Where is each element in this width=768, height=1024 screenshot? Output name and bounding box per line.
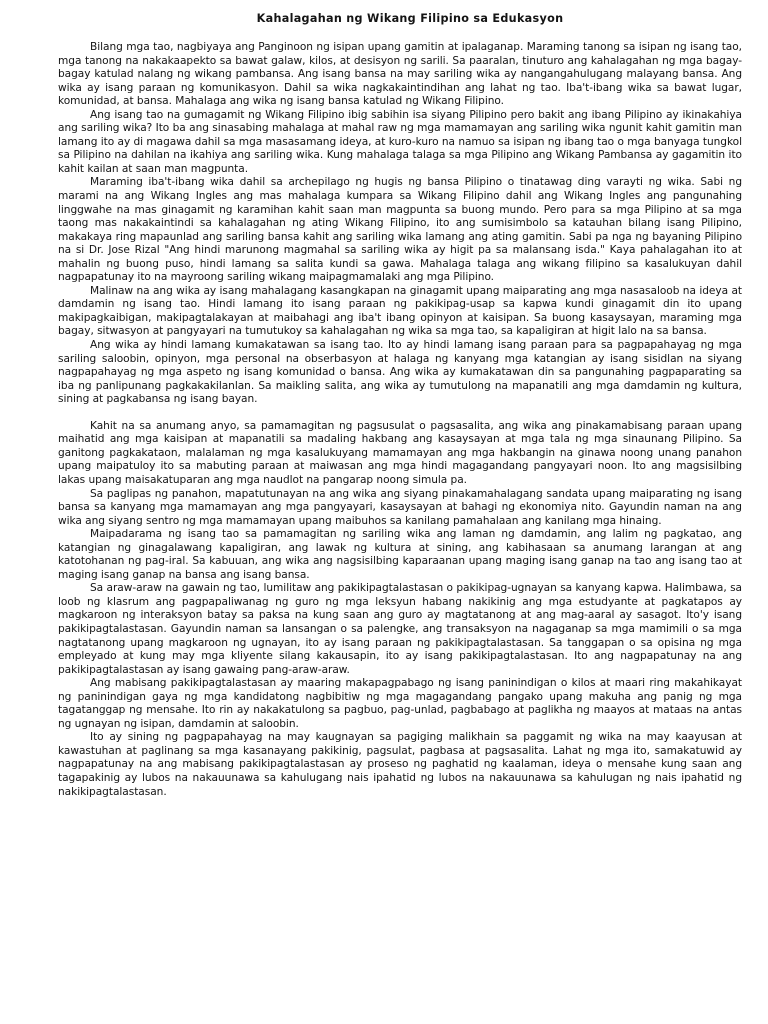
document-title: Kahalagahan ng Wikang Filipino sa Edukasyon <box>256 12 564 25</box>
paragraph-8: Maipadarama ng isang tao sa pamamagitan ng sariling wika ang laman ng damdamin, ang lalim ng pagkatao, ang katangian ng ginagalawang kapaligiran, ang lawak ng kultura at sining, ang kabihasaan sa anumang larangan at ang katotohanan ng pag-iral. Sa kabuuan, ang wika ang nagsisilbing kaparaanan upang maging isang ganap na tao ang isang tao at maging isang ganap na bansa ang isang bansa. <box>58 528 742 581</box>
paragraph-2: Ang isang tao na gumagamit ng Wikang Filipino ibig sabihin isa siyang Pilipino pero bakit ang ibang Pilipino ay ikinakahiya ang sariling wika? Ito ba ang sinasabing mahalaga at mahal raw ng mga mamamayan ang sariling wika ngunit kahit gamitin man lamang ito ay di magawa dahil sa mga masasamang ideya, at kuro-kuro na namuo sa isipan ng ibang tao o mga banyaga tungkol sa Pilipino na dahilan na ikahiya ang sariling wika. Kung mahalaga talaga sa mga Pilipino ang Wikang Pambansa ay gagamitin ito kahit kailan at saan man magpunta. <box>58 108 742 175</box>
paragraph-10: Ang mabisang pakikipagtalastasan ay maaring makapagpabago ng isang paninindigan o kilos at maari ring makahikayat ng paninindigan gaya ng mga kandidatong nagbibitiw ng mga magagandang pangako upang makuha ang panig ng mga tagatanggap ng mensahe. Ito rin ay nakakatulong sa pagbuo, pag-unlad, pagbabago at paglikha ng maayos at mataas na antas ng ugnayan ng isipan, damdamin at saloobin. <box>58 677 742 730</box>
paragraph-1: Bilang mga tao, nagbiyaya ang Panginoon ng isipan upang gamitin at ipalaganap. Maraming tanong sa isipan ng isang tao, mga tanong na nakakaapekto sa bawat galaw, kilos, at desisyon ng sarili. Sa paaralan, tinuturo ang kahalagahan ng mga bagay-bagay katulad nalang ng wikang pambansa. Ang isang bansa na may sariling wika ay nangangahulugang malayang bansa. Ang wika ay isang paraan ng komunikasyon. Dahil sa wika nagkakaintindihan ang lahat ng tao. Iba't-ibang wika sa bawat lugar, komunidad, at bansa. Mahalaga ang wika ng isang bansa katulad ng Wikang Filipino. <box>58 41 742 108</box>
paragraph-4: Malinaw na ang wika ay isang mahalagang kasangkapan na ginagamit upang maiparating ang mga nasasaloob na ideya at damdamin ng isang tao. Hindi lamang ito isang paraan ng pakikipag-usap sa kapwa kundi ginagamit din ito upang makipagkaibigan, makipagtalakayan at maibahagi ang iba't ibang opinyon at kaisipan. Sa buong kasaysayan, maraming mga bagay, sitwasyon at pangyayari na tumutukoy sa kahalagahan ng wika sa mga tao, sa kapaligiran at higit lalo na sa bansa. <box>58 284 742 338</box>
paragraph-7: Sa paglipas ng panahon, mapatutunayan na ang wika ang siyang pinakamahalagang sandata upang maiparating ng isang bansa sa kanyang mga mamamayan ang mga pangyayari, kasaysayan at bahagi ng ekonomiya nito. Gayundin naman na ang wika ang siyang sentro ng mga mamamayan upang maibuhos sa kanilang pamahalaan ang kanilang mga hinaing. <box>58 487 742 527</box>
paragraph-11: Ito ay sining ng pagpapahayag na may kaugnayan sa pagiging malikhain sa paggamit ng wika na may kaayusan at kawastuhan at paglinang sa mga kasanayang pakikinig, pagsulat, pagbasa at pagsasalita. Lahat ng mga ito, samakatuwid ay nagpapatunay na ang mabisang pakikipagtalastasan ay proseso ng paghatid ng kaalaman, ideya o mensahe kung saan ang tagapakinig ay lubos na nakauunawa sa kahulugang nais ipahatid ng lubos na nakauunawa sa kahulugan ng nais ipahatid ng nakikipagtalastasan. <box>58 731 742 798</box>
paragraph-5: Ang wika ay hindi lamang kumakatawan sa isang tao. Ito ay hindi lamang isang paraan para sa pagpapahayag ng mga sariling saloobin, opinyon, mga personal na obserbasyon at halaga ng kanyang mga katangian ay isang sisidlan na siyang nagpapahayag ng mga aspeto ng isang komunidad o bansa. Ang wika ay kumakatawan din sa pangunahing pagpaparating sa iba ng panlipunang pagkakakilanlan. Sa maikling salita, ang wika ay tumutulong na mapanatili ang mga damdamin ng kultura, sining at pagkabansa ng isang bayan. <box>58 339 742 406</box>
paragraph-6: Kahit na sa anumang anyo, sa pamamagitan ng pagsusulat o pagsasalita, ang wika ang pinakamabisang paraan upang maihatid ang mga kaisipan at mapanatili sa madaling hakbang ang kasaysayan at mga tala ng mga sinaunang Pilipino. Sa ganitong pagkakataon, malalaman ng mga kasalukuyang mamamayan ang mga hakbangin na ginawa noong unang panahon upang maipatuloy ito sa mabuting paraan at maiwasan ang mga hindi magagandang pangyayari noon. Ito ang magsisilbing lakas upang maisakatuparan ang mga naudlot na pangarap noong simula pa. <box>58 419 742 486</box>
paragraph-9: Sa araw-araw na gawain ng tao, lumilitaw ang pakikipagtalastasan o pakikipag-ugnayan sa kanyang kapwa. Halimbawa, sa loob ng klasrum ang pagpapaliwanag ng guro ng mga leksyun habang nakikinig ang mga estudyante at pagkatapos ay magkaroon ng interaksyon batay sa paksa na kung saan ang guro ay magtatanong at ang mag-aaral ay sasagot. Ito'y isang pakikipagtalastasan. Gayundin naman sa lansangan o sa palengke, ang transaksyon na nagaganap sa mga mamimili o sa mga nagtatanong upang magkaroon ng ugnayan, ito ay isang paraan ng pakikipagtalastasan. Sa tanggapan o sa opisina ng mga empleyado at kung may mga kliyente silang kakausapin, ito ay isang pakikipagtalastasan. Ito ang nagpapatunay na ang pakikipagtalastasan ay isang gawaing pang-araw-araw. <box>58 582 742 676</box>
paragraph-3: Maraming iba't-ibang wika dahil sa archepilago ng hugis ng bansa Pilipino o tinatawag ding varayti ng wika. Sabi ng marami na ang Wikang Ingles ang mas mahalaga kumpara sa Wikang Filipino dahil ang Wikang Ingles ang pangunahing linggwahe na mas ginagamit ng karamihan kahit saan man magpunta sa buong mundo. Pero para sa mga Pilipino at sa mga taong mas nakakaintindi sa kahalagahan ng ating Wikang Filipino, ito ang sumisimbolo sa katauhan bilang isang Pilipino, makakaya ring mapaunlad ang sariling bansa kahit ang sariling wika lamang ang ating gamitin. Sabi pa nga ng bayaning Pilipino na si Dr. Jose Rizal "Ang hindi marunong magmahal sa sariling wika ay higit pa sa malansang isda." Kaya pahalagahan ito at mahalin ng buong puso, hindi lamang sa salita kundi sa gawa. Mahalaga talaga ang wikang filipino sa kasalukuyan dahil nagpapatunay ito na mayroong sariling wikang maipagmamalaki ang mga Pilipino. <box>58 176 742 284</box>
